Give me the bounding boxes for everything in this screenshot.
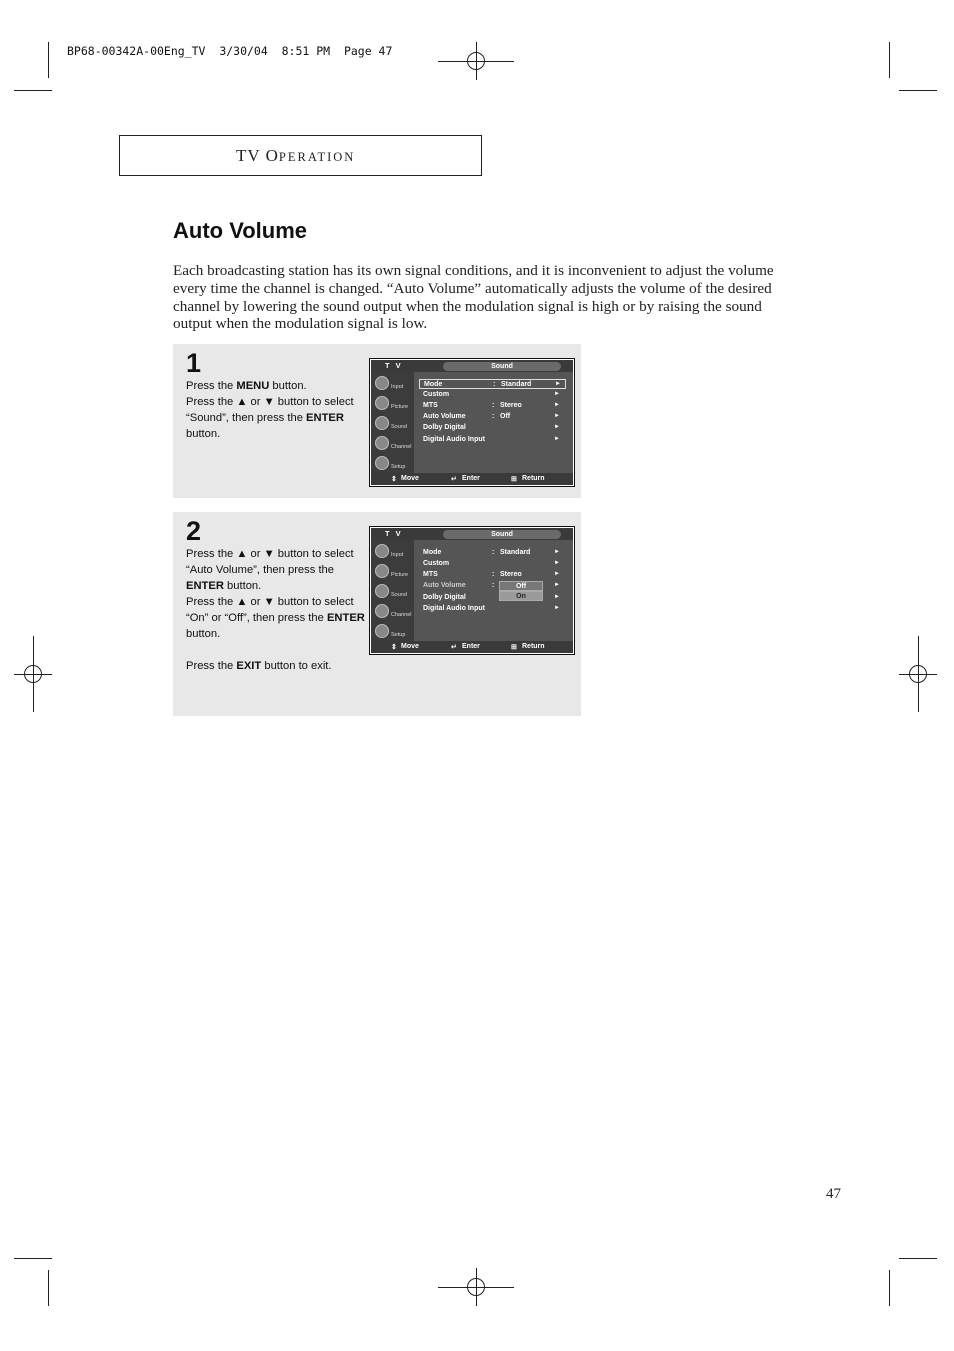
enter-icon: ↵ xyxy=(451,644,457,651)
channel-icon xyxy=(375,604,389,618)
osd-title: Sound xyxy=(443,530,561,539)
osd-menu-row: Mode : Standard ► xyxy=(423,549,560,556)
channel-icon xyxy=(375,436,389,450)
osd-menu-row: Dolby Digital ► xyxy=(423,424,560,431)
crop-mark xyxy=(14,90,52,91)
osd-menu-row: Auto Volume : Off ► xyxy=(423,413,560,420)
crop-mark xyxy=(889,1270,890,1306)
step-number: 1 xyxy=(186,348,202,378)
osd-screenshot xyxy=(369,526,575,655)
input-icon xyxy=(375,544,389,558)
return-icon: ⊞ xyxy=(511,644,517,651)
crop-mark xyxy=(899,90,937,91)
osd-footer: ⇕ Move ↵ Enter ⊞ Return xyxy=(371,641,573,653)
osd-menu-row: Digital Audio Input ► xyxy=(423,605,560,612)
move-icon: ⇕ xyxy=(391,476,397,483)
picture-icon xyxy=(375,564,389,578)
osd-menu-row: Mode : Standard ► xyxy=(419,379,566,389)
sound-icon xyxy=(375,416,389,430)
osd-menu-row: Dolby Digital ► xyxy=(423,594,560,601)
page-title: Auto Volume xyxy=(173,218,308,243)
osd-menu-row: Custom ► xyxy=(423,560,560,567)
osd-footer: ⇕ Move ↵ Enter ⊞ Return xyxy=(371,473,573,485)
osd-tv-label: T V xyxy=(385,529,403,538)
option-on: On xyxy=(499,591,543,601)
osd-screenshot xyxy=(369,358,575,487)
osd-menu-row: Custom ► xyxy=(423,391,560,398)
input-icon xyxy=(375,376,389,390)
crop-mark xyxy=(899,1258,937,1259)
osd-sidebar: Input Picture Sound Channel Setup xyxy=(371,540,414,641)
osd-sidebar: Input Picture Sound Channel Setup xyxy=(371,372,414,473)
move-icon: ⇕ xyxy=(391,644,397,651)
step-instructions: Press the MENU button. Press the ▲ or ▼ button to select “Sound”, then press the ENTER button. xyxy=(186,380,354,440)
osd-menu-row: Auto Volume : ► xyxy=(423,582,560,589)
enter-icon: ↵ xyxy=(451,476,457,483)
step-1-panel xyxy=(173,344,581,498)
osd-menu-row: Digital Audio Input ► xyxy=(423,436,560,443)
sound-icon xyxy=(375,584,389,598)
section-header xyxy=(119,135,482,176)
intro-paragraph: Each broadcasting station has its own signal conditions, and it is inconvenient to adjust the volume every time the channel is changed. “Auto Volume” automatically adjusts the volume of the desired channel by lowering the sound output when the modulation signal is high or by raising the sound output when the modulation signal is low. xyxy=(173,262,774,333)
setup-icon xyxy=(375,624,389,638)
osd-option-popup xyxy=(499,581,543,601)
osd-tv-label: T V xyxy=(385,361,403,370)
setup-icon xyxy=(375,456,389,470)
crop-mark xyxy=(14,1258,52,1259)
return-icon: ⊞ xyxy=(511,476,517,483)
page-number: 47 xyxy=(826,1186,841,1202)
print-slug: BP68-00342A-00Eng_TV 3/30/04 8:51 PM Page 47 xyxy=(67,44,393,58)
osd-title: Sound xyxy=(443,362,561,371)
option-off: Off xyxy=(499,581,543,591)
step-instructions: Press the ▲ or ▼ button to select “Auto Volume”, then press the ENTER button. Press the ▲ or ▼ button to select “On” or “Off”, then press the ENTER button. Press the EXIT button to exit. xyxy=(186,548,365,672)
crop-mark xyxy=(889,42,890,78)
step-number: 2 xyxy=(186,516,202,546)
section-header-text: TV OPERATION xyxy=(236,146,356,165)
step-2-panel xyxy=(173,512,581,716)
crop-mark xyxy=(48,42,49,78)
crop-mark xyxy=(48,1270,49,1306)
osd-menu-row: MTS : Stereo ► xyxy=(423,402,560,409)
osd-menu-row: MTS : Stereo ► xyxy=(423,571,560,578)
picture-icon xyxy=(375,396,389,410)
